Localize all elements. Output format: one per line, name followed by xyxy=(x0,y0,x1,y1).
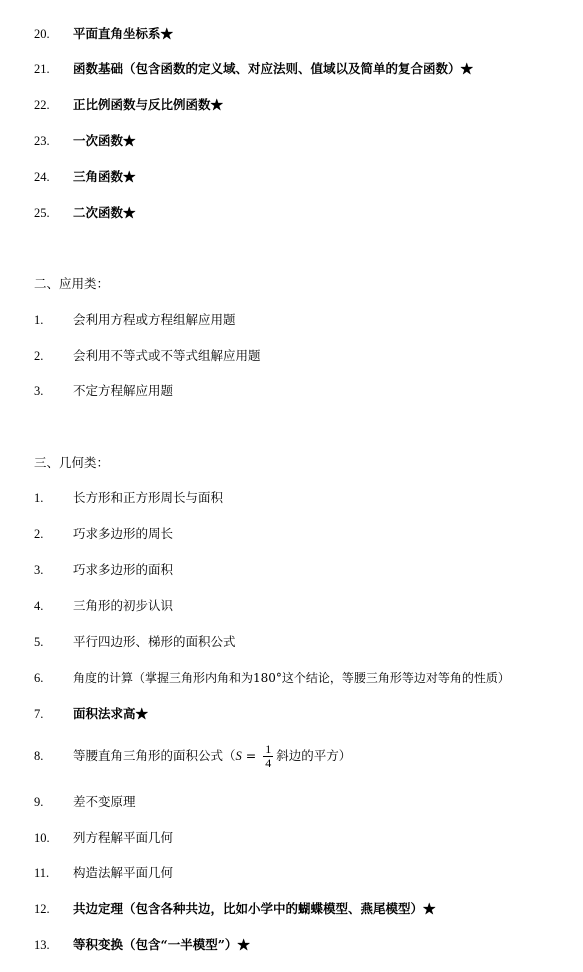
item-text: 等积变换（包含“一半模型”）★ xyxy=(73,937,250,952)
item-text: 共边定理（包含各种共边，比如小学中的蝴蝶模型、燕尾模型）★ xyxy=(73,901,436,916)
fraction-numerator: 1 xyxy=(265,742,272,756)
item-number: 10. xyxy=(34,831,50,845)
item-text: 三角函数★ xyxy=(73,169,136,184)
list-item xyxy=(0,24,583,44)
item-text: 函数基础（包含函数的定义域、对应法则、值域以及简单的复合函数）★ xyxy=(73,61,474,76)
list-item xyxy=(0,632,583,652)
item-number: 3. xyxy=(34,384,44,398)
formula-suffix: 斜边的平方） xyxy=(276,748,352,763)
list-item xyxy=(0,828,583,848)
formula-prefix: 等腰直角三角形的面积公式（ xyxy=(73,748,236,763)
list-item xyxy=(0,59,583,79)
item-text: 正比例函数与反比例函数★ xyxy=(73,97,224,112)
item-number: 1. xyxy=(34,313,44,327)
formula-variable: S xyxy=(235,749,242,763)
list-item xyxy=(0,935,583,955)
list-item-formula xyxy=(0,738,583,774)
item-number: 2. xyxy=(34,349,44,363)
section-heading: 三、几何类： xyxy=(34,455,110,470)
item-text: 角度的计算（掌握三角形内角和为180°这个结论，等腰三角形等边对等角的性质） xyxy=(73,671,510,685)
list-item xyxy=(0,863,583,883)
list-item xyxy=(0,488,583,508)
item-number: 5. xyxy=(34,635,44,649)
item-number: 6. xyxy=(34,671,44,685)
list-item xyxy=(0,596,583,616)
list-item xyxy=(0,346,583,366)
item-number: 24. xyxy=(34,170,50,184)
item-text: 会利用方程或方程组解应用题 xyxy=(73,312,236,327)
item-text: 面积法求高★ xyxy=(73,706,149,721)
section-heading: 二、应用类： xyxy=(34,276,110,291)
item-text: 长方形和正方形周长与面积 xyxy=(73,490,224,505)
item-text: 一次函数★ xyxy=(73,133,136,148)
item-number: 21. xyxy=(34,62,50,76)
list-item xyxy=(0,167,583,187)
list-item xyxy=(0,668,583,688)
item-number: 11. xyxy=(34,866,50,880)
item-text: 二次函数★ xyxy=(73,205,136,220)
item-text: 差不变原理 xyxy=(73,794,136,809)
list-item xyxy=(0,310,583,330)
item-number: 8. xyxy=(34,749,44,763)
item-number: 12. xyxy=(34,902,50,916)
item-number: 20. xyxy=(34,27,50,41)
item-text: 平行四边形、梯形的面积公式 xyxy=(73,634,236,649)
item-text: 会利用不等式或不等式组解应用题 xyxy=(73,348,261,363)
list-item xyxy=(0,524,583,544)
item-number: 7. xyxy=(34,707,44,721)
item-text: 三角形的初步认识 xyxy=(73,598,174,613)
item-number: 9. xyxy=(34,795,44,809)
item-number: 23. xyxy=(34,134,50,148)
item-text: 巧求多边形的周长 xyxy=(73,526,174,541)
item-number: 13. xyxy=(34,938,50,952)
item-number: 1. xyxy=(34,491,44,505)
list-item xyxy=(0,560,583,580)
item-number: 25. xyxy=(34,206,50,220)
item-text: 列方程解平面几何 xyxy=(73,830,174,845)
item-number: 3. xyxy=(34,563,44,577)
item-text xyxy=(73,738,351,774)
fraction-denominator: 4 xyxy=(265,756,272,770)
list-item xyxy=(0,792,583,812)
item-number: 2. xyxy=(34,527,44,541)
item-text: 构造法解平面几何 xyxy=(73,865,174,880)
item-number: 4. xyxy=(34,599,44,613)
item-number: 22. xyxy=(34,98,50,112)
list-item xyxy=(0,95,583,115)
formula-equals: = xyxy=(241,748,261,763)
list-item xyxy=(0,381,583,401)
list-item xyxy=(0,203,583,223)
item-text: 巧求多边形的面积 xyxy=(73,562,174,577)
item-text: 平面直角坐标系★ xyxy=(73,26,174,41)
fraction xyxy=(263,743,273,770)
item-text: 不定方程解应用题 xyxy=(73,383,174,398)
list-item xyxy=(0,131,583,151)
list-item xyxy=(0,704,583,724)
list-item xyxy=(0,899,583,919)
